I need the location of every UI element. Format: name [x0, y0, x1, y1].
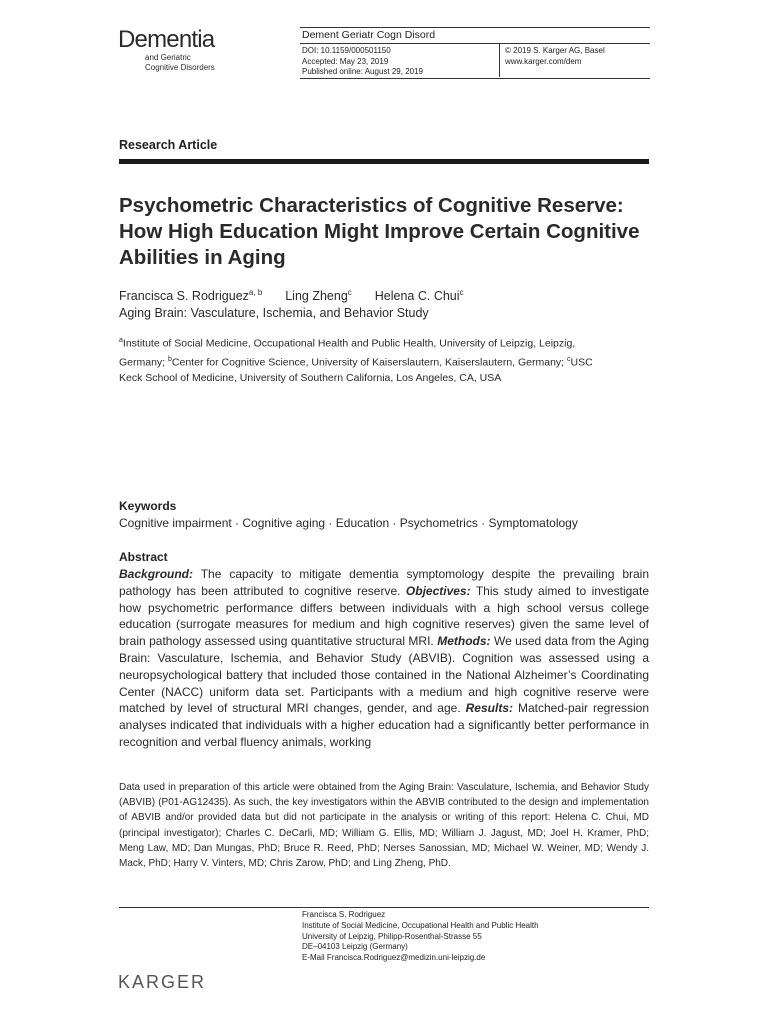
abstract-label-methods: Methods: — [437, 634, 491, 649]
correspondence-name: Francisca S. Rodriguez — [302, 910, 386, 919]
publisher-info — [505, 46, 605, 67]
affiliation-text: Institute of Social Medicine, Occupational Health and Public Health, University of Leipzig, Leipzig, Germany; — [119, 337, 576, 369]
correspondence-rule — [119, 907, 649, 908]
publication-info — [302, 46, 423, 78]
header-divider — [499, 44, 500, 77]
correspondence-address: DE–04103 Leipzig (Germany) — [302, 942, 408, 952]
author-name: Helena C. Chui — [374, 289, 460, 304]
correspondence-address: University of Leipzig, Philipp-Rosenthal-Strasse 55 — [302, 931, 482, 941]
correspondence-address: Institute of Social Medicine, Occupational Health and Public Health — [302, 920, 539, 930]
abstract-label-results: Results: — [465, 701, 513, 716]
logo-subtitle-line: Cognitive Disorders — [145, 62, 215, 72]
abstract-text: The capacity to mitigate dementia symptomology despite the prevailing brain pathology has been attributed to cognitive reserve. — [119, 567, 649, 598]
title-rule — [119, 159, 649, 164]
header-rule — [300, 78, 650, 79]
keywords-heading: Keywords — [119, 499, 177, 513]
abstract-label-background: Background: — [119, 567, 194, 581]
abstract-text: This study aimed to investigate how psychometric performance differs between individuals with a high school versus college education (surrogate measures for medium and high cognitive reserves) given the same level of brain pathology assessed using quantitative structural MRI. — [119, 583, 649, 649]
article-title: Psychometric Characteristics of Cognitive Reserve: How High Education Might Improve Certain Cognitive Abilities in Aging — [119, 194, 640, 269]
journal-logo: Dementia — [118, 26, 215, 53]
header-rule — [300, 43, 650, 44]
author-name: Francisca S. Rodriguez — [119, 289, 249, 304]
article-type: Research Article — [119, 138, 218, 152]
correspondence-block — [302, 910, 539, 964]
affiliation-mark: c — [567, 356, 571, 363]
affiliations — [119, 333, 599, 387]
author-name: Ling Zheng — [285, 289, 348, 304]
abstract-text: Matched-pair regression analyses indicated that individuals with a higher education had a significantly better performance in recognition and verbal fluency animals, working — [119, 701, 649, 749]
keywords-list: Cognitive impairment · Cognitive aging · Education · Psychometrics · Symptomatology — [119, 516, 578, 530]
abstract-label-objectives: Objectives: — [405, 583, 471, 598]
study-group: Aging Brain: Vasculature, Ischemia, and Behavior Study — [119, 306, 429, 320]
logo-subtitle-line: and Geriatric — [145, 53, 191, 62]
journal-website-link[interactable]: www.karger.com/dem — [505, 56, 582, 66]
header-rule — [300, 27, 650, 28]
abstract-text: We used data from the Aging Brain: Vasculature, Ischemia, and Behavior Study (ABVIB). Cognition was assessed using a neuropsychological battery that included those contained in the National Alzheimer’s Coordinating Center (NACC) uniform data set. Participants with a medium and high cognitive reserve were matched by level of structural MRI changes, gender, and age. — [119, 634, 649, 716]
author-affiliation-mark: a, b — [248, 288, 263, 297]
abstract-heading: Abstract — [119, 550, 168, 564]
affiliation-mark: a — [119, 337, 123, 344]
journal-logo-subtitle — [145, 53, 215, 72]
doi[interactable]: DOI: 10.1159/000501150 — [302, 46, 391, 55]
author-list — [119, 288, 464, 303]
abstract-body — [119, 566, 649, 751]
accepted-date: Accepted: May 23, 2019 — [302, 56, 389, 66]
journal-abbrev: Dement Geriatr Cogn Disord — [302, 29, 436, 41]
author-affiliation-mark: c — [459, 288, 464, 297]
copyright: © 2019 S. Karger AG, Basel — [505, 46, 605, 55]
affiliation-text: USC Keck School of Medicine, University of Southern California, Los Angeles, CA, USA — [119, 356, 593, 384]
published-date: Published online: August 29, 2019 — [302, 67, 423, 76]
author-affiliation-mark: c — [347, 288, 352, 297]
affiliation-mark: b — [168, 356, 172, 363]
affiliation-text: Center for Cognitive Science, University of Kaiserslautern, Kaiserslautern, Germany; — [171, 356, 568, 369]
correspondence-email[interactable]: E-Mail Francisca.Rodriguez@medizin.uni-leipzig.de — [302, 953, 486, 963]
data-footnote: Data used in preparation of this article were obtained from the Aging Brain: Vasculature, Ischemia, and Behavior Study (ABVIB) (P01-AG12435). As such, the key investigators within the ABVIB contributed to the design and implementation of ABVIB and/or provided data but did not participate in the analysis or writing of this report: Helena C. Chui, MD (principal investigator); Charles C. DeCarli, MD; William G. Ellis, MD; William J. Jagust, MD; Joel H. Kramer, PhD; Meng Law, MD; Dan Mungas, PhD; Bruce R. Reed, PhD; Nerses Sanossian, MD; Michael W. Weiner, MD; Wendy J. Mack, PhD; Harry V. Vinters, MD; Chris Zarow, PhD; and Ling Zheng, PhD. — [119, 782, 649, 870]
publisher-logo: KARGER — [118, 972, 207, 992]
